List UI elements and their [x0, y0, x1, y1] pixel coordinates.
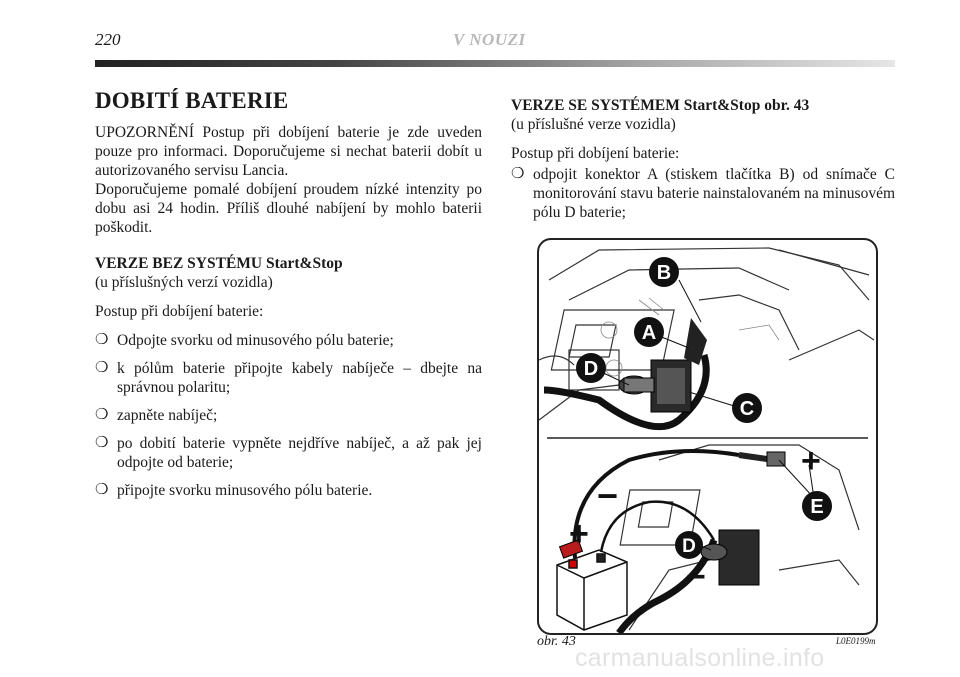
version-note-startstop: (u příslušné verze vozidla)	[511, 116, 676, 133]
procedure-intro: Postup při dobíjení baterie:	[95, 303, 264, 320]
list-item: ❍ Odpojte svorku od minusového pólu baterie;	[95, 332, 394, 349]
list-item: ❍ zapněte nabíječ;	[95, 407, 218, 424]
version-heading-startstop: VERZE SE SYSTÉMEM Start&Stop obr. 43	[511, 97, 810, 114]
step-list-startstop	[511, 165, 895, 222]
minus-sign-charger: −	[597, 475, 619, 516]
list-item: ❍ připojte svorku minusového pólu baterie.	[95, 482, 373, 499]
label-d-badge-bottom	[675, 531, 703, 559]
label-e-badge	[802, 491, 832, 521]
recommendation-text: Doporučujeme pomalé dobíjení proudem nízké intenzity po dobu asi 24 hodin. Příliš dlouhé nabíjení by mohlo baterii poškodit.	[95, 181, 482, 236]
section-title: V NOUZI	[453, 30, 526, 49]
figure-code: L0E0199m	[836, 636, 876, 646]
page-number: 220	[95, 30, 121, 49]
list-item: ❍ po dobití baterie vypněte nejdříve nabíječ, a až pak jej odpojte od baterie;	[95, 435, 482, 471]
page-title: DOBITÍ BATERIE	[95, 88, 289, 113]
plus-sign-charger: +	[569, 515, 589, 553]
svg-text:E: E	[810, 496, 824, 518]
list-item: ❍ odpojit konektor A (stiskem tlačítka B) od snímače C monitorování stavu baterie nainstalovaném na minusovém pólu D baterie;	[511, 166, 896, 221]
svg-text:D: D	[583, 358, 599, 380]
version-heading: VERZE BEZ SYSTÉMU Start&Stop	[95, 255, 343, 272]
right-column	[511, 96, 895, 231]
figure-caption: obr. 43	[537, 634, 576, 649]
version-note: (u příslušných verzí vozidla)	[95, 274, 273, 291]
label-b-badge	[649, 257, 679, 287]
svg-text:C: C	[739, 398, 755, 420]
label-d-badge-top	[576, 353, 606, 383]
battery-figure	[537, 238, 878, 635]
minus-sign-car: −	[686, 558, 706, 596]
header-rule	[95, 60, 895, 67]
battery-illustration	[539, 240, 876, 633]
svg-text:D: D	[682, 536, 696, 557]
plus-sign-car: +	[801, 442, 821, 480]
left-column	[95, 88, 482, 509]
procedure-intro-startstop: Postup při dobíjení baterie:	[511, 145, 680, 162]
warning-text: UPOZORNĚNÍ Postup při dobíjení baterie je zde uveden pouze pro informaci. Doporučujeme si nechat baterii dobít u autorizovaného servisu Lancia.	[95, 124, 482, 179]
step-list	[95, 331, 482, 500]
list-item: ❍ k pólům baterie připojte kabely nabíječe – dbejte na správnou polaritu;	[95, 360, 482, 396]
label-a-badge	[634, 317, 664, 347]
watermark: carmanualsonline.info	[575, 644, 825, 672]
svg-text:A: A	[641, 322, 657, 344]
label-c-badge	[732, 393, 762, 423]
svg-text:B: B	[656, 262, 672, 284]
